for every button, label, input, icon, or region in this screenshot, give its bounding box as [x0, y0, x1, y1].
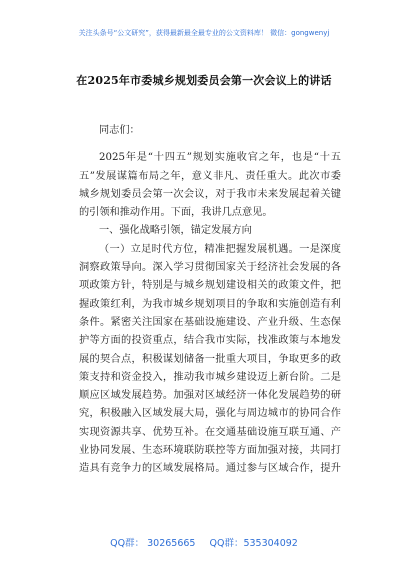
body-line: 顺应区域发展趋势。加强对区域经济一体化发展趋势的研 — [79, 390, 341, 402]
salutation: 同志们： — [99, 125, 140, 136]
body-line: 护等方面的投资重点，结合我市实际，找准政策与本地发 — [79, 335, 341, 347]
body-line: 条件。紧密关注国家在基础设施建设、产业升级、生态保 — [79, 316, 341, 328]
body-line: 业协同发展、生态环境联防联控等方面加强对接，共同打 — [79, 445, 341, 457]
body-line: 策支持和资金投入，推动我市城乡建设迈上新台阶。二是 — [79, 371, 341, 383]
document-body — [79, 122, 341, 479]
qq-group-1: QQ群： 30265665 — [110, 538, 196, 549]
section-heading: 一、强化战略引领，锚定发展方向 — [99, 225, 252, 237]
page-title: 在2025年市委城乡规划委员会第一次会议上的讲话 — [76, 74, 332, 87]
header-notice: 关注头条号“公文研究”，获得最新最全最专业的公文资料库！ 微信：gongwenyj — [78, 29, 330, 37]
body-line: 项政策方针，特别是与城乡规划建设相关的政策文件，把 — [79, 280, 341, 292]
body-line: 2025年是“十四五”规划实施收官之年，也是“十五 — [99, 152, 341, 164]
qq-group-2: QQ群：535304092 — [209, 538, 298, 549]
body-line: 造具有竞争力的区域发展格局。通过参与区域合作，提升 — [79, 463, 341, 475]
footer-qq-groups — [0, 535, 408, 549]
body-line: 城乡规划委员会第一次会议，对于我市未来发展起着关键 — [79, 188, 341, 200]
body-line: 展的契合点，积极谋划储备一批重大项目，争取更多的政 — [79, 353, 341, 365]
body-line: 五”发展谋篇布局之年，意义非凡、责任重大。此次市委 — [79, 170, 341, 182]
body-line: 的引领和推动作用。下面，我讲几点意见。 — [79, 207, 273, 219]
body-line: 实现资源共享、优势互补。在交通基础设施互联互通、产 — [79, 426, 341, 438]
body-line: 洞察政策导向。深入学习贯彻国家关于经济社会发展的各 — [79, 262, 341, 274]
body-line: 握政策红利，为我市城乡规划项目的争取和实施创造有利 — [79, 298, 341, 310]
body-line: 究，积极融入区域发展大局，强化与周边城市的协同合作 — [79, 408, 341, 420]
body-line: （一）立足时代方位，精准把握发展机遇。一是深度 — [99, 243, 341, 255]
